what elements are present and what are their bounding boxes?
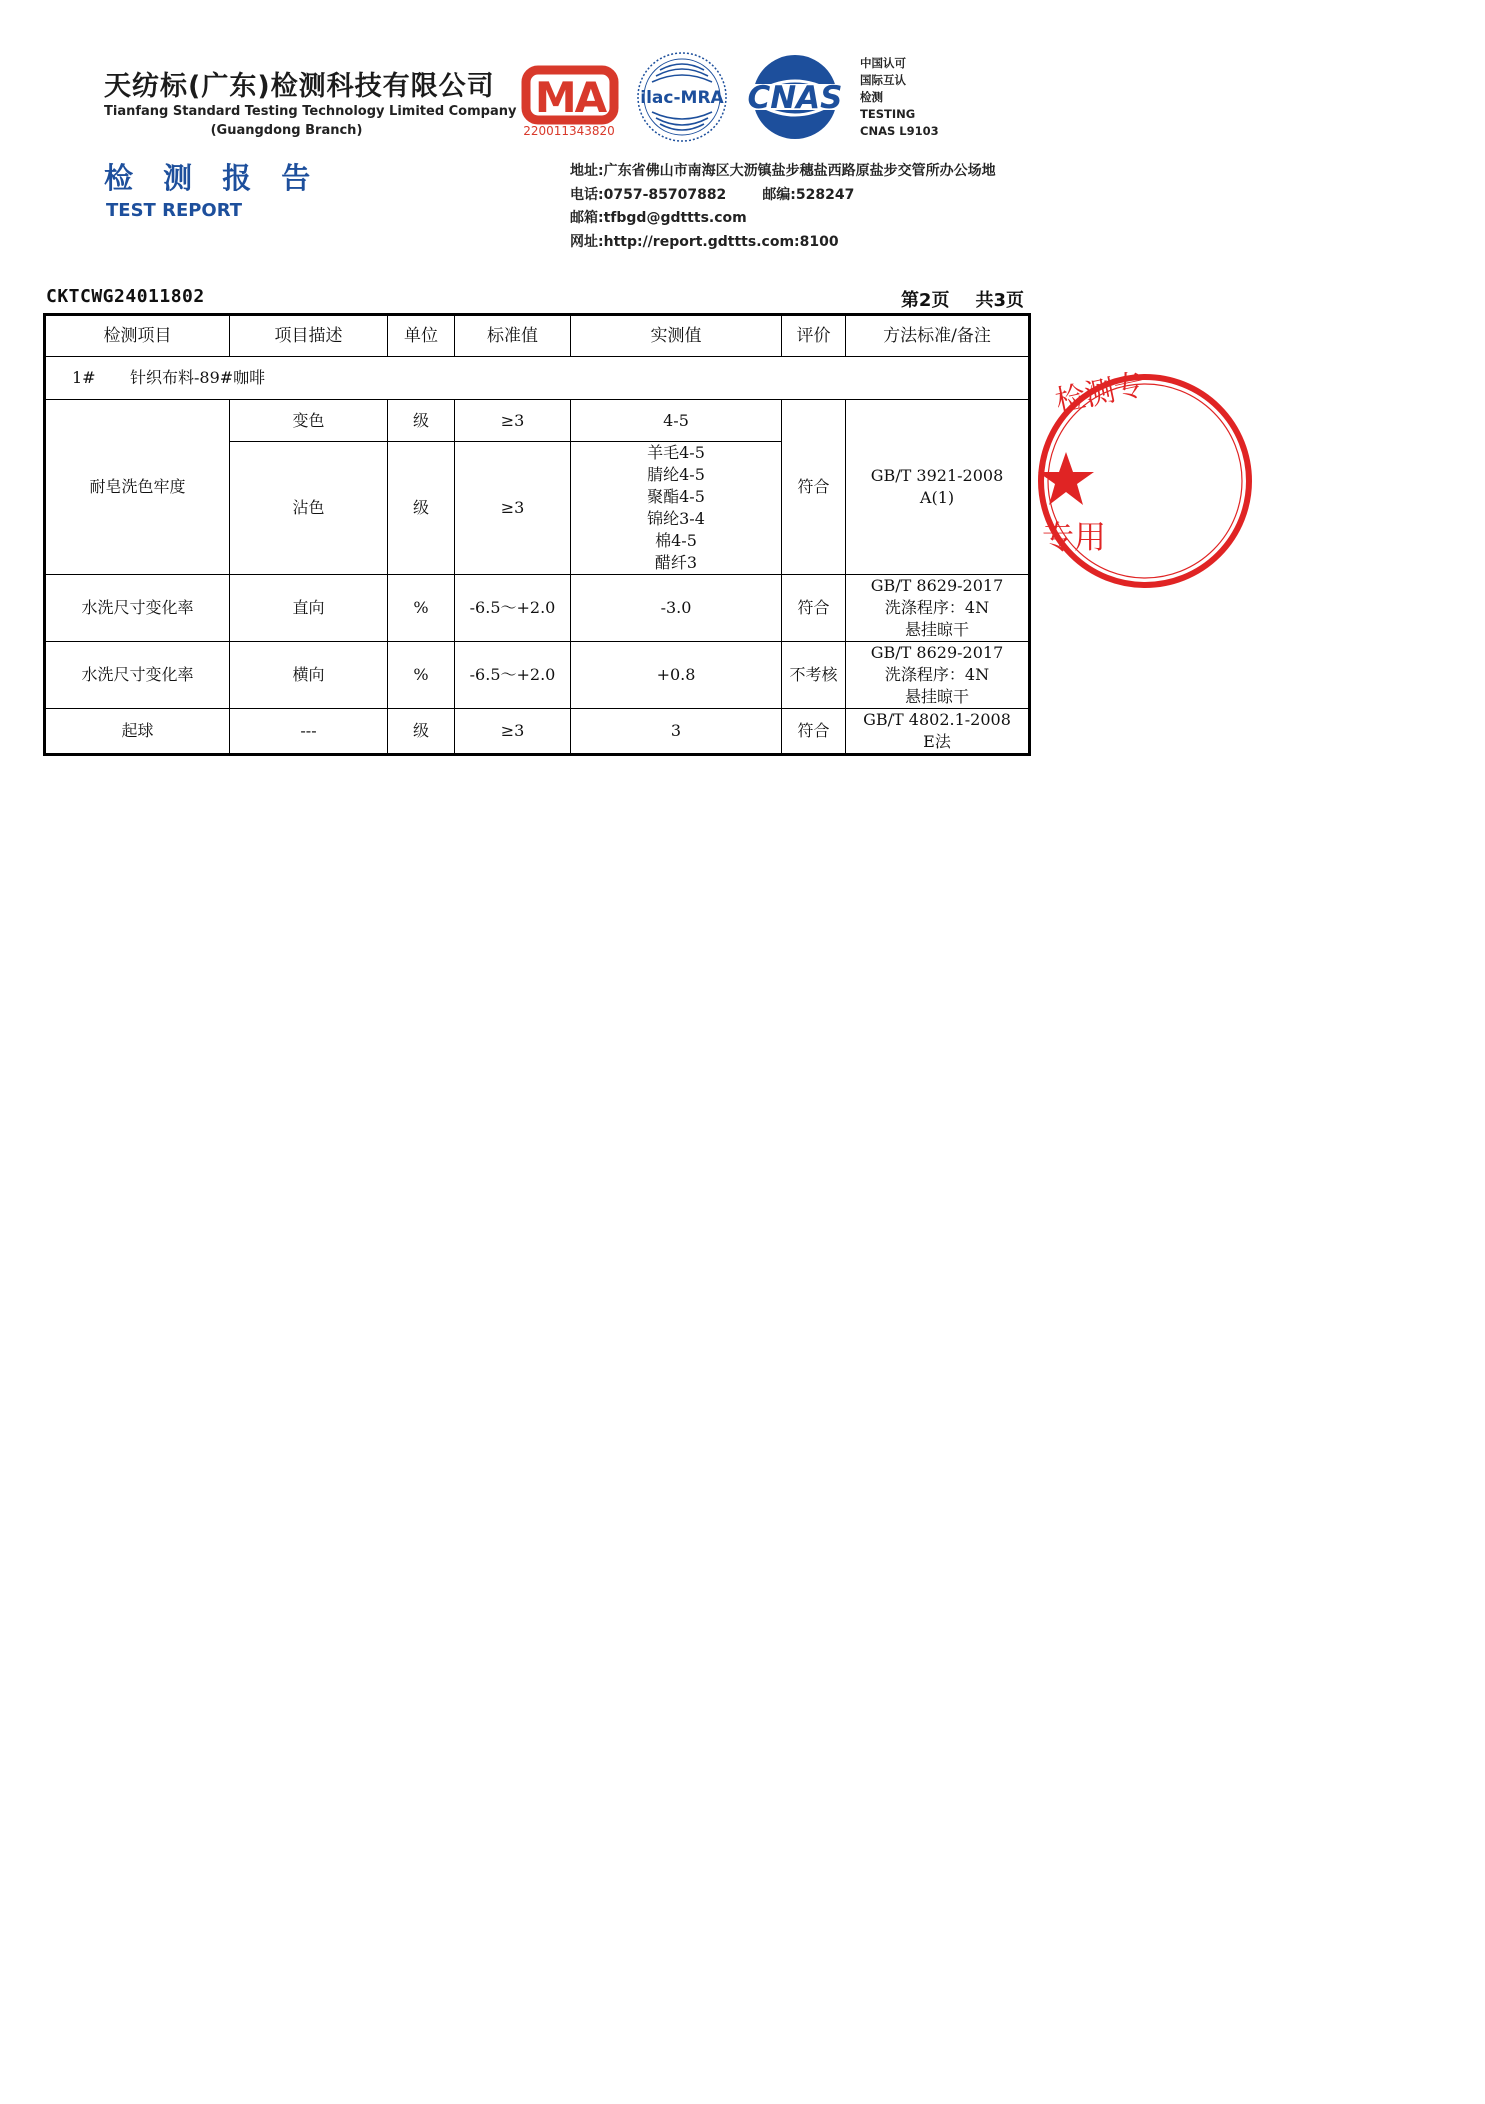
report-title-cn: 检 测 报 告 [104,161,321,195]
stamp-bottom-text: 专用 [1042,518,1107,556]
standard-cell: ≥3 [455,709,571,755]
svg-text:MA: MA [534,73,606,122]
email: 邮箱:tfbgd@gdttts.com [570,210,747,226]
cnas-logo [740,52,850,142]
header-cell: 实测值 [571,315,782,357]
header-cell: 项目描述 [230,315,388,357]
method-cell [846,400,1030,575]
method-line: A(1) [919,488,955,507]
postcode: 邮编:528247 [762,186,855,203]
page-info [901,286,1024,312]
standard-cell: -6.5～+2.0 [455,575,571,642]
sample-cell [45,357,1030,400]
measured-line: 醋纤3 [654,553,698,572]
cnas-line: TESTING [860,107,916,121]
method-line: GB/T 3921-2008 [870,466,1004,485]
item-cell: 水洗尺寸变化率 [45,575,230,642]
sample-row [45,357,1030,400]
method-line: GB/T 4802.1-2008 [863,710,1011,729]
measured-line: 聚酯4-5 [647,487,705,506]
phone: 电话:0757-85707882 [570,186,727,203]
unit-cell: 级 [388,400,455,442]
cnas-line: 中国认可 [860,56,906,70]
table-header-row [45,315,1030,357]
table-row [45,400,1030,442]
evaluation-cell: 符合 [782,709,846,755]
desc-cell: 横向 [230,642,388,709]
method-cell [846,709,1030,755]
company-name-en: Tianfang Standard Testing Technology Limited Company [104,104,517,119]
desc-cell: 直向 [230,575,388,642]
evaluation-cell: 符合 [782,400,846,575]
unit-cell: 级 [388,709,455,755]
cnas-line: 检测 [860,90,883,104]
header-cell: 标准值 [455,315,571,357]
table-row [45,642,1030,709]
measured-line: 棉4-5 [655,531,697,550]
standard-cell: ≥3 [455,400,571,442]
method-cell [846,575,1030,642]
method-line: GB/T 8629-2017 [870,576,1004,595]
company-name-cn: 天纺标(广东)检测科技有限公司 [104,71,495,102]
sample-name: 针织布料-89#咖啡 [130,368,266,387]
measured-line: 锦纶3-4 [647,509,705,528]
method-line: GB/T 8629-2017 [870,643,1004,662]
cnas-line: CNAS L9103 [860,124,939,138]
unit-cell: % [388,642,455,709]
evaluation-cell: 符合 [782,575,846,642]
test-results-table [43,313,1031,756]
contact-block [570,160,996,254]
method-cell [846,642,1030,709]
unit-cell: 级 [388,442,455,575]
desc-cell: --- [230,709,388,755]
desc-cell: 沾色 [230,442,388,575]
header-cell: 单位 [388,315,455,357]
item-cell: 水洗尺寸变化率 [45,642,230,709]
star-icon [1038,452,1094,505]
report-number: CKTCWG24011802 [46,286,205,307]
cnas-accreditation-text [860,55,939,140]
page-current: 第2页 [900,290,950,311]
report-title-en: TEST REPORT [106,200,243,221]
desc-cell: 变色 [230,400,388,442]
method-line: 洗涤程序：4N [884,665,990,684]
header-cell: 评价 [782,315,846,357]
method-line: 洗涤程序：4N [884,598,990,617]
evaluation-cell: 不考核 [782,642,846,709]
measured-line: 羊毛4-5 [647,443,705,462]
sample-id: 1# [72,368,96,387]
company-branch-en: (Guangdong Branch) [210,123,363,138]
page-total: 共3页 [975,290,1024,311]
method-line: 悬挂晾干 [904,687,969,706]
cma-code: 220011343820 [523,124,615,138]
ilac-mra-logo [636,48,728,146]
header-cell: 检测项目 [45,315,230,357]
measured-cell: +0.8 [571,642,782,709]
table-row [45,575,1030,642]
method-line: 悬挂晾干 [904,620,969,639]
standard-cell: -6.5～+2.0 [455,642,571,709]
website: 网址:http://report.gdttts.com:8100 [570,233,839,250]
header-cell: 方法标准/备注 [846,315,1030,357]
standard-cell: ≥3 [455,442,571,575]
measured-cell: 4-5 [571,400,782,442]
address: 地址:广东省佛山市南海区大沥镇盐步穗盐西路原盐步交管所办公场地 [570,163,996,179]
inspection-stamp [1030,366,1148,594]
measured-cell: -3.0 [571,575,782,642]
item-cell: 耐皂洗色牢度 [45,400,230,575]
measured-line: 腈纶4-5 [647,465,705,484]
measured-cell [571,442,782,575]
unit-cell: % [388,575,455,642]
cnas-line: 国际互认 [860,73,906,87]
item-cell: 起球 [45,709,230,755]
svg-text:ilac-MRA: ilac-MRA [640,88,724,108]
method-line: E法 [923,732,951,751]
measured-cell: 3 [571,709,782,755]
stamp-top-text: 检测专 [1052,366,1148,420]
svg-text:CNAS: CNAS [747,80,843,116]
table-row [45,709,1030,755]
